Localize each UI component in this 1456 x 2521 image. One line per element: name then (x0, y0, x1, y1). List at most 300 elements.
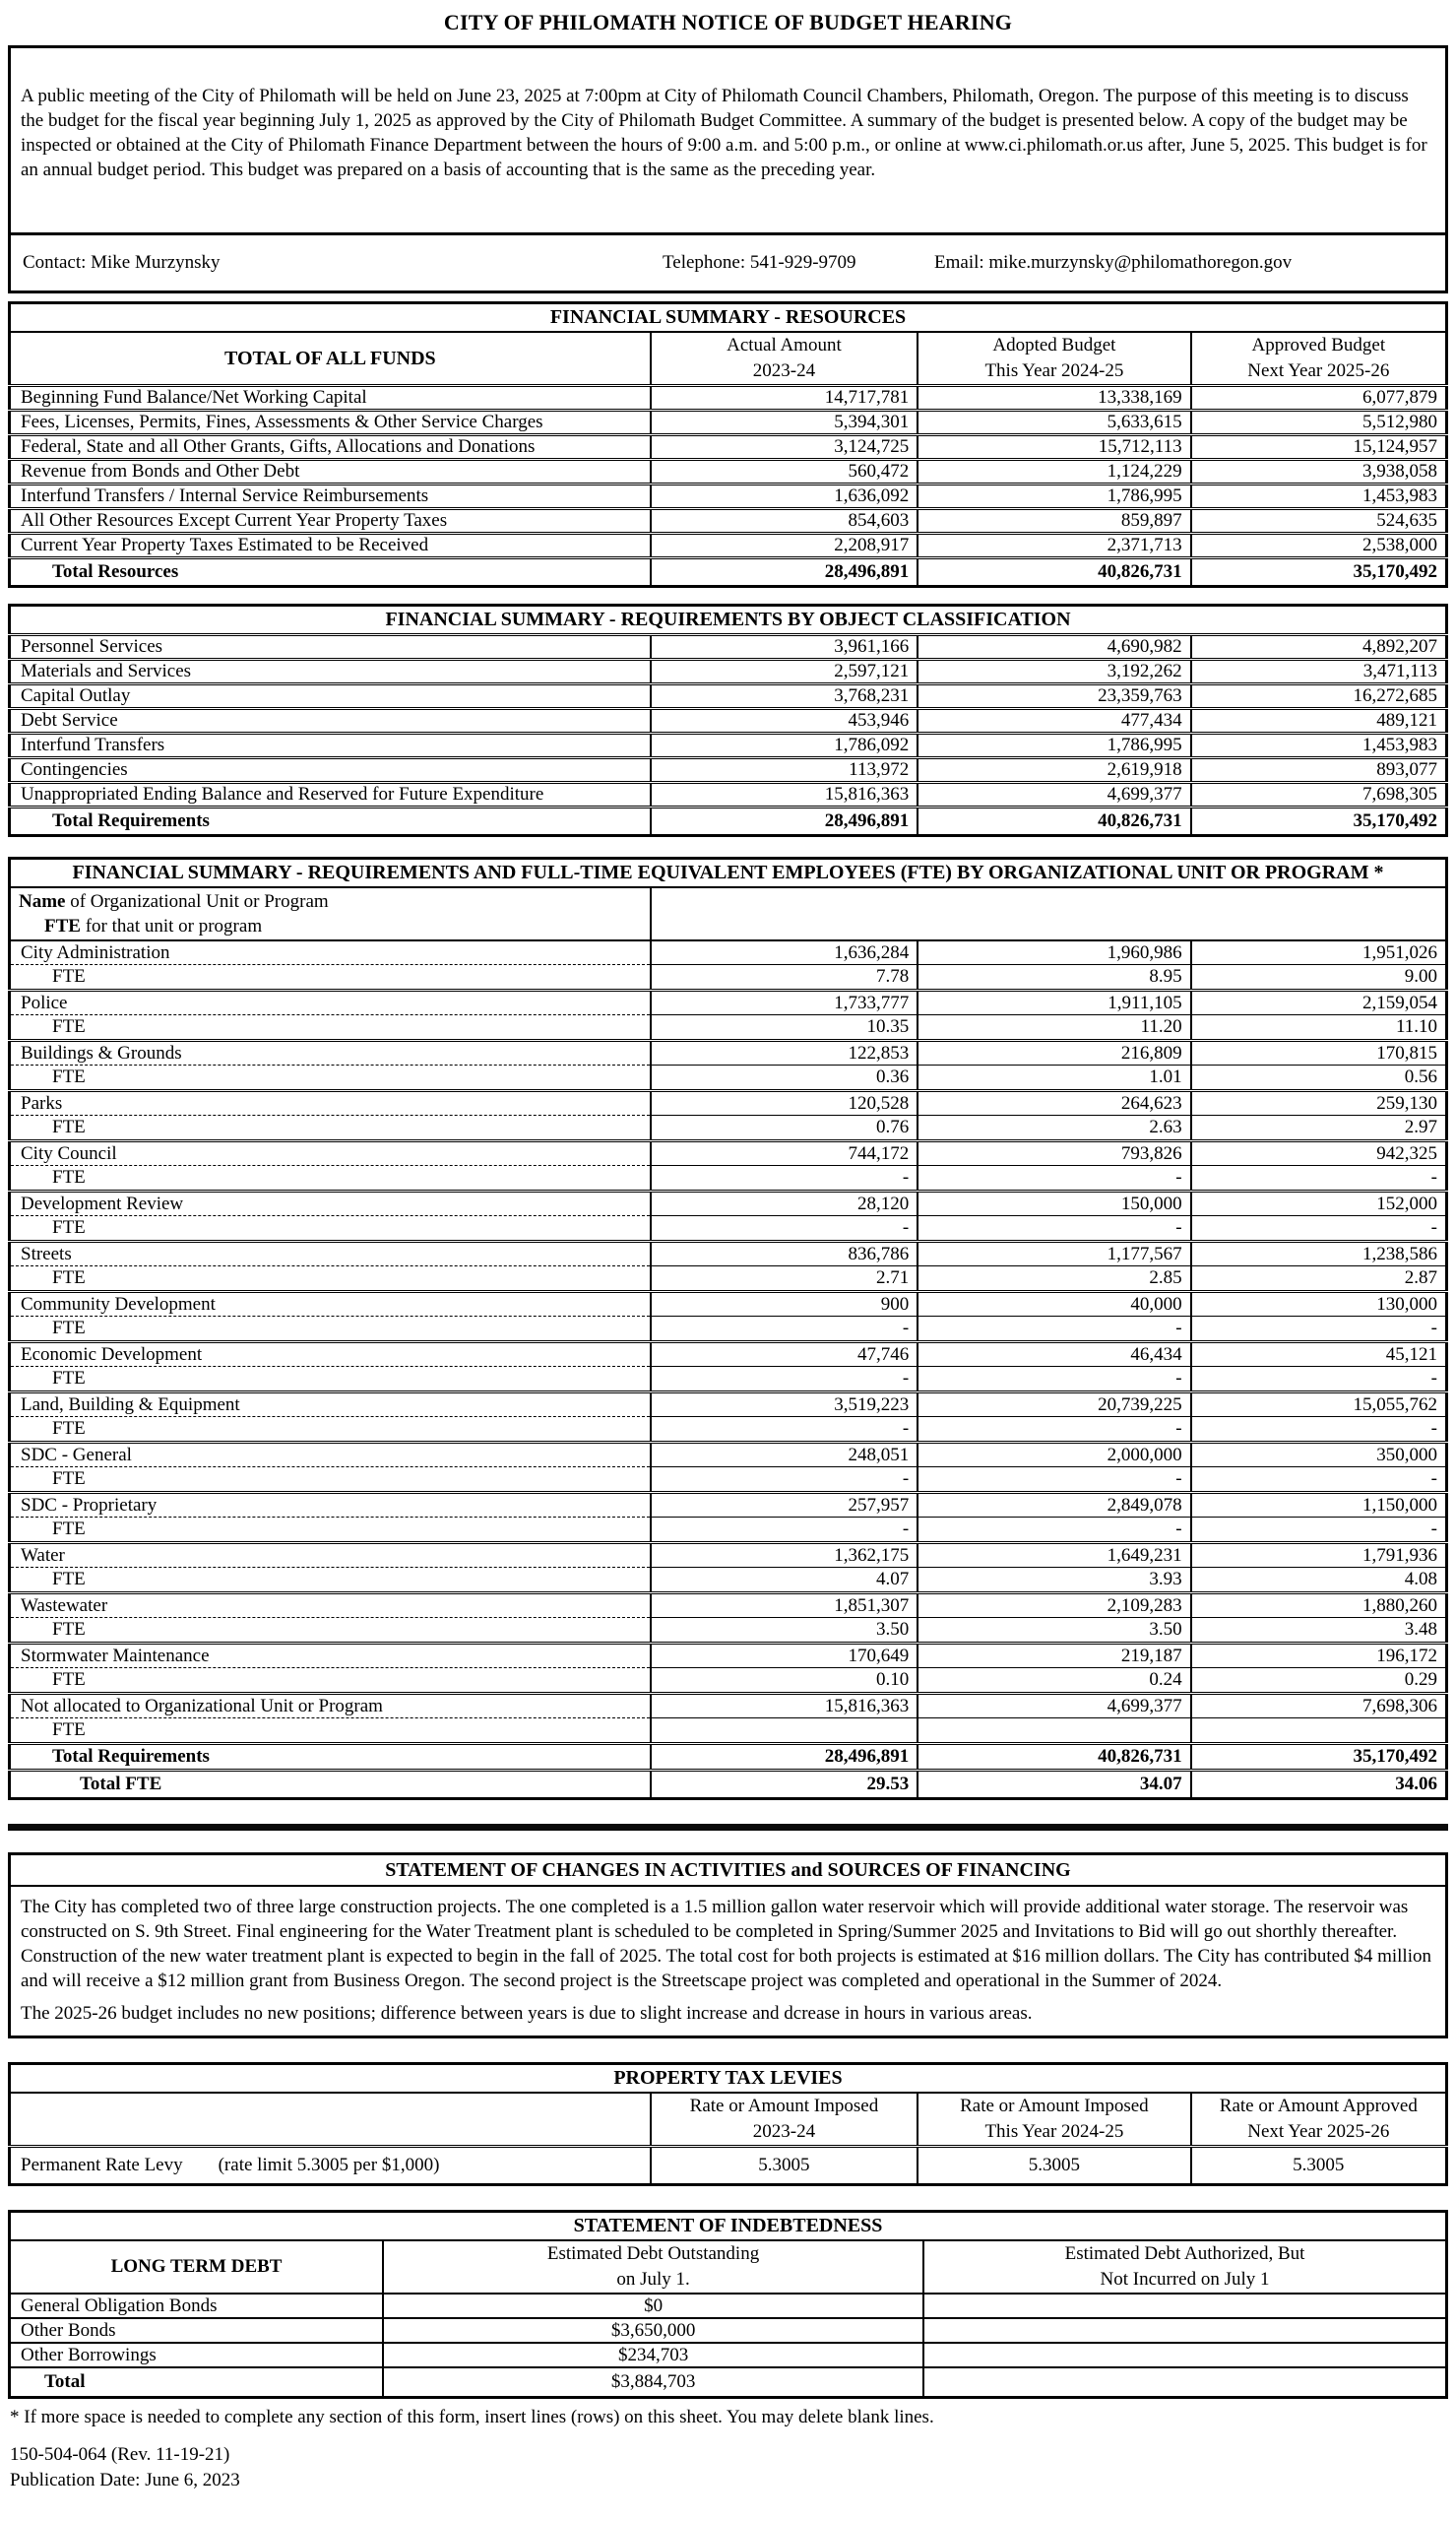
table-row (10, 734, 1447, 758)
total-value: 35,170,492 (1191, 808, 1447, 836)
section-divider-bar (8, 1824, 1448, 1831)
row-label: Interfund Transfers (10, 734, 651, 758)
debt-row (10, 2343, 1447, 2367)
fte-value: - (918, 1166, 1190, 1192)
contact-telephone: Telephone: 541-929-9709 (663, 252, 856, 273)
org-unit-row (10, 1593, 1447, 1618)
property-tax-header-row (10, 2093, 1447, 2147)
org-unit-amount: 793,826 (918, 1141, 1190, 1166)
table-row (10, 534, 1447, 558)
total-value: 35,170,492 (1191, 558, 1447, 587)
row-label: Contingencies (10, 758, 651, 783)
row-value: 13,338,169 (918, 386, 1190, 411)
row-label: Unappropriated Ending Balance and Reserved for Future Expenditure (10, 783, 651, 808)
org-unit-amount: 150,000 (918, 1192, 1190, 1216)
debt-authorized-value (923, 2343, 1446, 2367)
row-value: 1,453,983 (1191, 734, 1447, 758)
contact-row (11, 232, 1445, 291)
org-unit-row (10, 1292, 1447, 1317)
table-row (10, 709, 1447, 734)
fte-value: 2.97 (1191, 1116, 1447, 1141)
fte-value: 10.35 (651, 1015, 918, 1041)
footnote: * If more space is needed to complete any section of this form, insert lines (rows) on this sheet. You may delete blank lines. (10, 2407, 934, 2427)
row-value: 15,124,957 (1191, 435, 1447, 460)
fte-value: 3.93 (918, 1568, 1190, 1593)
indebtedness-section-title: STATEMENT OF INDEBTEDNESS (10, 2212, 1447, 2241)
row-value: 3,961,166 (651, 635, 918, 660)
fte-value: 7.78 (651, 965, 918, 991)
debt-outstanding-value: $3,650,000 (383, 2318, 923, 2343)
fte-label: FTE (10, 1518, 651, 1543)
row-value: 1,636,092 (651, 485, 918, 509)
org-unit-name: Land, Building & Equipment (10, 1392, 651, 1417)
fte-value: - (918, 1367, 1190, 1392)
fte-value (651, 1718, 918, 1744)
debt-label: Other Bonds (10, 2318, 384, 2343)
debt-label: General Obligation Bonds (10, 2294, 384, 2318)
row-value: 3,938,058 (1191, 460, 1447, 485)
fte-header-label: Name of Organizational Unit or Program FTE for that unit or program (10, 887, 651, 940)
fte-header-row (10, 887, 1447, 940)
row-value: 1,786,995 (918, 734, 1190, 758)
org-unit-row (10, 1242, 1447, 1266)
debt-outstanding-value: $0 (383, 2294, 923, 2318)
org-unit-row (10, 1141, 1447, 1166)
statement-section-title: STATEMENT OF CHANGES IN ACTIVITIES and SOURCES OF FINANCING (11, 1855, 1445, 1887)
fte-total-requirements-row (10, 1744, 1447, 1771)
notice-paragraph: A public meeting of the City of Philomath will be held on June 23, 2025 at 7:00pm at City of Philomath Council Chambers, Philomath, Oregon. The purpose of this meeting is to discuss the budget for the fiscal year beginning July 1, 2025 as approved by the City of Philomath Budget Committee. A summary of the budget is presented below. A copy of the budget may be inspected or obtained at the City of Philomath Finance Department between the hours of 9:00 a.m. and 5:00 p.m., or online at www.ci.philomath.or.us after, June 5, 2025. This budget is for an annual budget period. This budget was prepared on a basis of accounting that is the same as the preceding year. (21, 86, 1427, 180)
org-unit-amount: 900 (651, 1292, 918, 1317)
fte-row (10, 1015, 1447, 1041)
org-unit-row (10, 1192, 1447, 1216)
org-unit-row (10, 1694, 1447, 1718)
fte-value: 2.85 (918, 1266, 1190, 1292)
fte-value: - (1191, 1518, 1447, 1543)
org-unit-amount: 1,649,231 (918, 1543, 1190, 1568)
debt-total-authorized (923, 2367, 1446, 2398)
org-unit-amount: 219,187 (918, 1644, 1190, 1668)
fte-value: - (1191, 1166, 1447, 1192)
fte-value: - (918, 1417, 1190, 1443)
property-tax-table (8, 2062, 1448, 2186)
row-label: Personnel Services (10, 635, 651, 660)
statement-paragraph-1: The City has completed two of three large construction projects. The one completed is a 1.5 million gallon water reservoir which will provide additional water storage. The reservoir was constructed on S. 9th Street. Final engineering for the Water Treatment plant is scheduled to be completed in Spring/Summer 2025 and Invitations to Bid will go out shorthly thereafter. Construction of the new water treatment plant is expected to begin in the fall of 2025. The total cost for both projects is estimated at $16 million dollars. The City has contributed $4 million and will receive a $12 million grant from Business Oregon. The second project is the Streetscape project was completed and operational in the Summer of 2024. (21, 1897, 1431, 1991)
org-unit-amount: 1,150,000 (1191, 1493, 1447, 1518)
column-header-adopted: Adopted Budget This Year 2024-25 (918, 332, 1190, 386)
indebtedness-table (8, 2210, 1448, 2399)
table-row (10, 411, 1447, 435)
debt-total-row (10, 2367, 1447, 2398)
org-unit-row (10, 1644, 1447, 1668)
org-unit-amount: 257,957 (651, 1493, 918, 1518)
row-value: 1,786,995 (918, 485, 1190, 509)
contact-email: Email: mike.murzynsky@philomathoregon.gov (934, 252, 1293, 273)
row-value: 2,538,000 (1191, 534, 1447, 558)
fte-value: - (651, 1367, 918, 1392)
permanent-rate-levy-label: Permanent Rate Levy (rate limit 5.3005 per $1,000) (10, 2147, 651, 2185)
table-row (10, 386, 1447, 411)
table-row (10, 783, 1447, 808)
fte-value: 0.56 (1191, 1066, 1447, 1091)
rate-value-2025-26: 5.3005 (1191, 2147, 1447, 2185)
total-value: 28,496,891 (651, 1744, 918, 1771)
row-label: Capital Outlay (10, 684, 651, 709)
org-unit-row (10, 1543, 1447, 1568)
debt-label: Other Borrowings (10, 2343, 384, 2367)
org-unit-name: Community Development (10, 1292, 651, 1317)
org-unit-amount: 170,815 (1191, 1041, 1447, 1066)
org-unit-amount: 1,851,307 (651, 1593, 918, 1618)
column-header-approved: Approved Budget Next Year 2025-26 (1191, 332, 1447, 386)
fte-label: FTE (10, 965, 651, 991)
org-unit-amount: 942,325 (1191, 1141, 1447, 1166)
rate-value-2023-24: 5.3005 (651, 2147, 918, 2185)
fte-value (1191, 1718, 1447, 1744)
fte-value: 0.29 (1191, 1668, 1447, 1694)
fte-row (10, 1367, 1447, 1392)
fte-value: 3.50 (651, 1618, 918, 1644)
fte-row (10, 1467, 1447, 1493)
fte-value: - (651, 1166, 918, 1192)
row-value: 524,635 (1191, 509, 1447, 534)
row-value: 854,603 (651, 509, 918, 534)
permanent-rate-levy-row (10, 2147, 1447, 2185)
fte-label: FTE (10, 1166, 651, 1192)
row-value: 4,892,207 (1191, 635, 1447, 660)
total-label: Total Resources (10, 558, 651, 587)
row-label: Materials and Services (10, 660, 651, 684)
row-value: 15,816,363 (651, 783, 918, 808)
table-row (10, 758, 1447, 783)
row-label: Federal, State and all Other Grants, Gifts, Allocations and Donations (10, 435, 651, 460)
notice-box (8, 45, 1448, 293)
row-value: 4,699,377 (918, 783, 1190, 808)
fte-label: FTE (10, 1367, 651, 1392)
org-unit-amount: 20,739,225 (918, 1392, 1190, 1417)
fte-value: 8.95 (918, 965, 1190, 991)
org-unit-amount: 1,177,567 (918, 1242, 1190, 1266)
fte-value: 4.07 (651, 1568, 918, 1593)
org-unit-row (10, 1041, 1447, 1066)
org-unit-amount: 2,109,283 (918, 1593, 1190, 1618)
row-value: 1,453,983 (1191, 485, 1447, 509)
row-value: 5,633,615 (918, 411, 1190, 435)
fte-value: 2.71 (651, 1266, 918, 1292)
fte-row (10, 1417, 1447, 1443)
fte-value: - (651, 1467, 918, 1493)
row-value: 5,512,980 (1191, 411, 1447, 435)
fte-row (10, 1668, 1447, 1694)
org-unit-amount: 2,000,000 (918, 1443, 1190, 1467)
total-row (10, 558, 1447, 587)
debt-total-outstanding: $3,884,703 (383, 2367, 923, 2398)
org-unit-name: City Council (10, 1141, 651, 1166)
org-unit-amount: 2,159,054 (1191, 991, 1447, 1015)
org-unit-amount: 4,699,377 (918, 1694, 1190, 1718)
row-value: 3,124,725 (651, 435, 918, 460)
fte-value: 1.01 (918, 1066, 1190, 1091)
row-value: 3,192,262 (918, 660, 1190, 684)
total-row (10, 808, 1447, 836)
form-number: 150-504-064 (Rev. 11-19-21) (10, 2444, 230, 2465)
row-value: 4,690,982 (918, 635, 1190, 660)
debt-row (10, 2294, 1447, 2318)
org-unit-name: SDC - General (10, 1443, 651, 1467)
row-label: Beginning Fund Balance/Net Working Capital (10, 386, 651, 411)
row-value: 7,698,305 (1191, 783, 1447, 808)
fte-label: FTE (10, 1317, 651, 1342)
fte-label: FTE (10, 1216, 651, 1242)
row-value: 6,077,879 (1191, 386, 1447, 411)
total-fte-value: 29.53 (651, 1771, 918, 1799)
row-value: 2,597,121 (651, 660, 918, 684)
fte-label: FTE (10, 1015, 651, 1041)
fte-row (10, 1718, 1447, 1744)
fte-row (10, 1116, 1447, 1141)
total-fte-value: 34.07 (918, 1771, 1190, 1799)
org-unit-amount: 28,120 (651, 1192, 918, 1216)
fte-row (10, 1166, 1447, 1192)
fte-value: 3.48 (1191, 1618, 1447, 1644)
table-row (10, 435, 1447, 460)
org-unit-amount: 264,623 (918, 1091, 1190, 1116)
fte-value: - (1191, 1367, 1447, 1392)
row-label: All Other Resources Except Current Year Property Taxes (10, 509, 651, 534)
row-value: 5,394,301 (651, 411, 918, 435)
resources-header-row (10, 332, 1447, 386)
table-row (10, 460, 1447, 485)
rate-value-2024-25: 5.3005 (918, 2147, 1190, 2185)
row-label: Revenue from Bonds and Other Debt (10, 460, 651, 485)
fte-value: - (918, 1467, 1190, 1493)
org-unit-name: Stormwater Maintenance (10, 1644, 651, 1668)
org-unit-row (10, 1342, 1447, 1367)
total-value: 40,826,731 (918, 808, 1190, 836)
org-unit-amount: 216,809 (918, 1041, 1190, 1066)
org-unit-amount: 15,055,762 (1191, 1392, 1447, 1417)
row-label: Current Year Property Taxes Estimated to be Received (10, 534, 651, 558)
fte-label: FTE (10, 1618, 651, 1644)
org-unit-amount: 45,121 (1191, 1342, 1447, 1367)
fte-value: - (651, 1417, 918, 1443)
table-row (10, 509, 1447, 534)
fte-row (10, 1266, 1447, 1292)
debt-outstanding-header: Estimated Debt Outstanding on July 1. (383, 2240, 923, 2294)
property-tax-header-imposed-this-year: Rate or Amount Imposed This Year 2024-25 (918, 2093, 1190, 2147)
total-label: Total Requirements (10, 1744, 651, 1771)
total-fte-row (10, 1771, 1447, 1799)
fte-section-title: FINANCIAL SUMMARY - REQUIREMENTS AND FULL-TIME EQUIVALENT EMPLOYEES (FTE) BY ORGANIZATIONAL UNIT OR PROGRAM * (10, 859, 1447, 888)
row-value: 1,124,229 (918, 460, 1190, 485)
org-unit-name: Wastewater (10, 1593, 651, 1618)
fte-value: - (1191, 1216, 1447, 1242)
org-unit-amount: 1,733,777 (651, 991, 918, 1015)
table-row (10, 635, 1447, 660)
row-value: 477,434 (918, 709, 1190, 734)
resources-section-title: FINANCIAL SUMMARY - RESOURCES (10, 303, 1447, 333)
row-value: 23,359,763 (918, 684, 1190, 709)
fte-value: - (918, 1317, 1190, 1342)
org-unit-name: Buildings & Grounds (10, 1041, 651, 1066)
total-value: 40,826,731 (918, 1744, 1190, 1771)
org-unit-amount: 1,951,026 (1191, 940, 1447, 965)
debt-authorized-value (923, 2294, 1446, 2318)
fte-value: - (651, 1216, 918, 1242)
fte-value (918, 1718, 1190, 1744)
org-unit-amount: 1,791,936 (1191, 1543, 1447, 1568)
contact-name: Contact: Mike Murzynsky (23, 252, 221, 273)
statement-of-changes-box (8, 1852, 1448, 2038)
row-value: 3,768,231 (651, 684, 918, 709)
fte-header-empty-cell (651, 887, 1447, 940)
fte-value: 0.24 (918, 1668, 1190, 1694)
resources-table (8, 301, 1448, 588)
fte-label: FTE (10, 1718, 651, 1744)
row-value: 859,897 (918, 509, 1190, 534)
fte-row (10, 1066, 1447, 1091)
org-unit-row (10, 940, 1447, 965)
org-unit-amount: 196,172 (1191, 1644, 1447, 1668)
fte-value: 11.20 (918, 1015, 1190, 1041)
statement-body (11, 1887, 1445, 2036)
org-unit-name: Streets (10, 1242, 651, 1266)
page-title: CITY OF PHILOMATH NOTICE OF BUDGET HEARING (443, 10, 1013, 34)
org-unit-amount: 40,000 (918, 1292, 1190, 1317)
org-unit-row (10, 1493, 1447, 1518)
fte-row (10, 965, 1447, 991)
org-unit-amount: 836,786 (651, 1242, 918, 1266)
fte-value: 0.36 (651, 1066, 918, 1091)
statement-paragraph-2: The 2025-26 budget includes no new positions; difference between years is due to slight increase and dcrease in hours in various areas. (21, 2003, 1033, 2024)
org-unit-amount: 46,434 (918, 1342, 1190, 1367)
long-term-debt-header: LONG TERM DEBT (10, 2240, 384, 2294)
fte-row (10, 1568, 1447, 1593)
fte-value: 0.76 (651, 1116, 918, 1141)
fte-value: - (1191, 1317, 1447, 1342)
org-unit-row (10, 991, 1447, 1015)
row-value: 16,272,685 (1191, 684, 1447, 709)
row-value: 15,712,113 (918, 435, 1190, 460)
row-value: 14,717,781 (651, 386, 918, 411)
row-value: 489,121 (1191, 709, 1447, 734)
debt-authorized-value (923, 2318, 1446, 2343)
org-unit-name: Water (10, 1543, 651, 1568)
org-unit-amount: 1,960,986 (918, 940, 1190, 965)
org-unit-row (10, 1392, 1447, 1417)
total-value: 40,826,731 (918, 558, 1190, 587)
fte-value: 2.87 (1191, 1266, 1447, 1292)
row-label: Fees, Licenses, Permits, Fines, Assessments & Other Service Charges (10, 411, 651, 435)
fte-row (10, 1518, 1447, 1543)
debt-row (10, 2318, 1447, 2343)
indebtedness-header-row (10, 2240, 1447, 2294)
fte-value: - (918, 1216, 1190, 1242)
org-unit-name: Police (10, 991, 651, 1015)
org-unit-amount: 1,636,284 (651, 940, 918, 965)
org-unit-row (10, 1091, 1447, 1116)
org-unit-amount: 2,849,078 (918, 1493, 1190, 1518)
org-unit-name: Economic Development (10, 1342, 651, 1367)
row-value: 2,208,917 (651, 534, 918, 558)
org-unit-amount: 259,130 (1191, 1091, 1447, 1116)
fte-value: 3.50 (918, 1618, 1190, 1644)
fte-label: FTE (10, 1116, 651, 1141)
fte-label: FTE (10, 1568, 651, 1593)
total-value: 28,496,891 (651, 808, 918, 836)
debt-outstanding-value: $234,703 (383, 2343, 923, 2367)
column-header-total-of-all-funds: TOTAL OF ALL FUNDS (10, 332, 651, 386)
fte-label: FTE (10, 1668, 651, 1694)
org-unit-amount: 744,172 (651, 1141, 918, 1166)
org-unit-row (10, 1443, 1447, 1467)
fte-row (10, 1618, 1447, 1644)
org-unit-amount: 1,238,586 (1191, 1242, 1447, 1266)
total-fte-label: Total FTE (10, 1771, 651, 1799)
debt-total-label: Total (10, 2367, 384, 2398)
table-row (10, 684, 1447, 709)
fte-value: 4.08 (1191, 1568, 1447, 1593)
org-unit-name: Parks (10, 1091, 651, 1116)
row-value: 3,471,113 (1191, 660, 1447, 684)
org-unit-amount: 152,000 (1191, 1192, 1447, 1216)
org-unit-amount: 7,698,306 (1191, 1694, 1447, 1718)
total-value: 28,496,891 (651, 558, 918, 587)
fte-value: - (651, 1518, 918, 1543)
row-value: 893,077 (1191, 758, 1447, 783)
fte-value: 9.00 (1191, 965, 1447, 991)
table-row (10, 660, 1447, 684)
fte-value: 0.10 (651, 1668, 918, 1694)
org-unit-amount: 1,362,175 (651, 1543, 918, 1568)
property-tax-header-imposed-prior: Rate or Amount Imposed 2023-24 (651, 2093, 918, 2147)
column-header-actual: Actual Amount 2023-24 (651, 332, 918, 386)
rate-limit-note: (rate limit 5.3005 per $1,000) (218, 2155, 440, 2175)
org-unit-amount: 15,816,363 (651, 1694, 918, 1718)
row-value: 113,972 (651, 758, 918, 783)
org-unit-amount: 170,649 (651, 1644, 918, 1668)
publication-date: Publication Date: June 6, 2023 (10, 2470, 240, 2490)
total-label: Total Requirements (10, 808, 651, 836)
total-value: 35,170,492 (1191, 1744, 1447, 1771)
fte-value: 2.63 (918, 1116, 1190, 1141)
fte-label: FTE (10, 1467, 651, 1493)
org-unit-name: Development Review (10, 1192, 651, 1216)
fte-value: - (918, 1518, 1190, 1543)
org-unit-amount: 248,051 (651, 1443, 918, 1467)
property-tax-header-approved-next-year: Rate or Amount Approved Next Year 2025-26 (1191, 2093, 1447, 2147)
fte-row (10, 1317, 1447, 1342)
org-unit-amount: 122,853 (651, 1041, 918, 1066)
org-unit-amount: 120,528 (651, 1091, 918, 1116)
row-label: Interfund Transfers / Internal Service Reimbursements (10, 485, 651, 509)
fte-label: FTE (10, 1266, 651, 1292)
org-unit-amount: 1,911,105 (918, 991, 1190, 1015)
fte-label: FTE (10, 1417, 651, 1443)
org-unit-amount: 47,746 (651, 1342, 918, 1367)
fte-label: FTE (10, 1066, 651, 1091)
org-unit-name: SDC - Proprietary (10, 1493, 651, 1518)
org-unit-amount: 130,000 (1191, 1292, 1447, 1317)
org-unit-amount: 350,000 (1191, 1443, 1447, 1467)
fte-table (8, 857, 1448, 1800)
fte-value: 11.10 (1191, 1015, 1447, 1041)
row-value: 453,946 (651, 709, 918, 734)
row-value: 1,786,092 (651, 734, 918, 758)
fte-row (10, 1216, 1447, 1242)
requirements-section-title: FINANCIAL SUMMARY - REQUIREMENTS BY OBJECT CLASSIFICATION (10, 606, 1447, 635)
row-value: 560,472 (651, 460, 918, 485)
debt-authorized-header: Estimated Debt Authorized, But Not Incurred on July 1 (923, 2240, 1446, 2294)
